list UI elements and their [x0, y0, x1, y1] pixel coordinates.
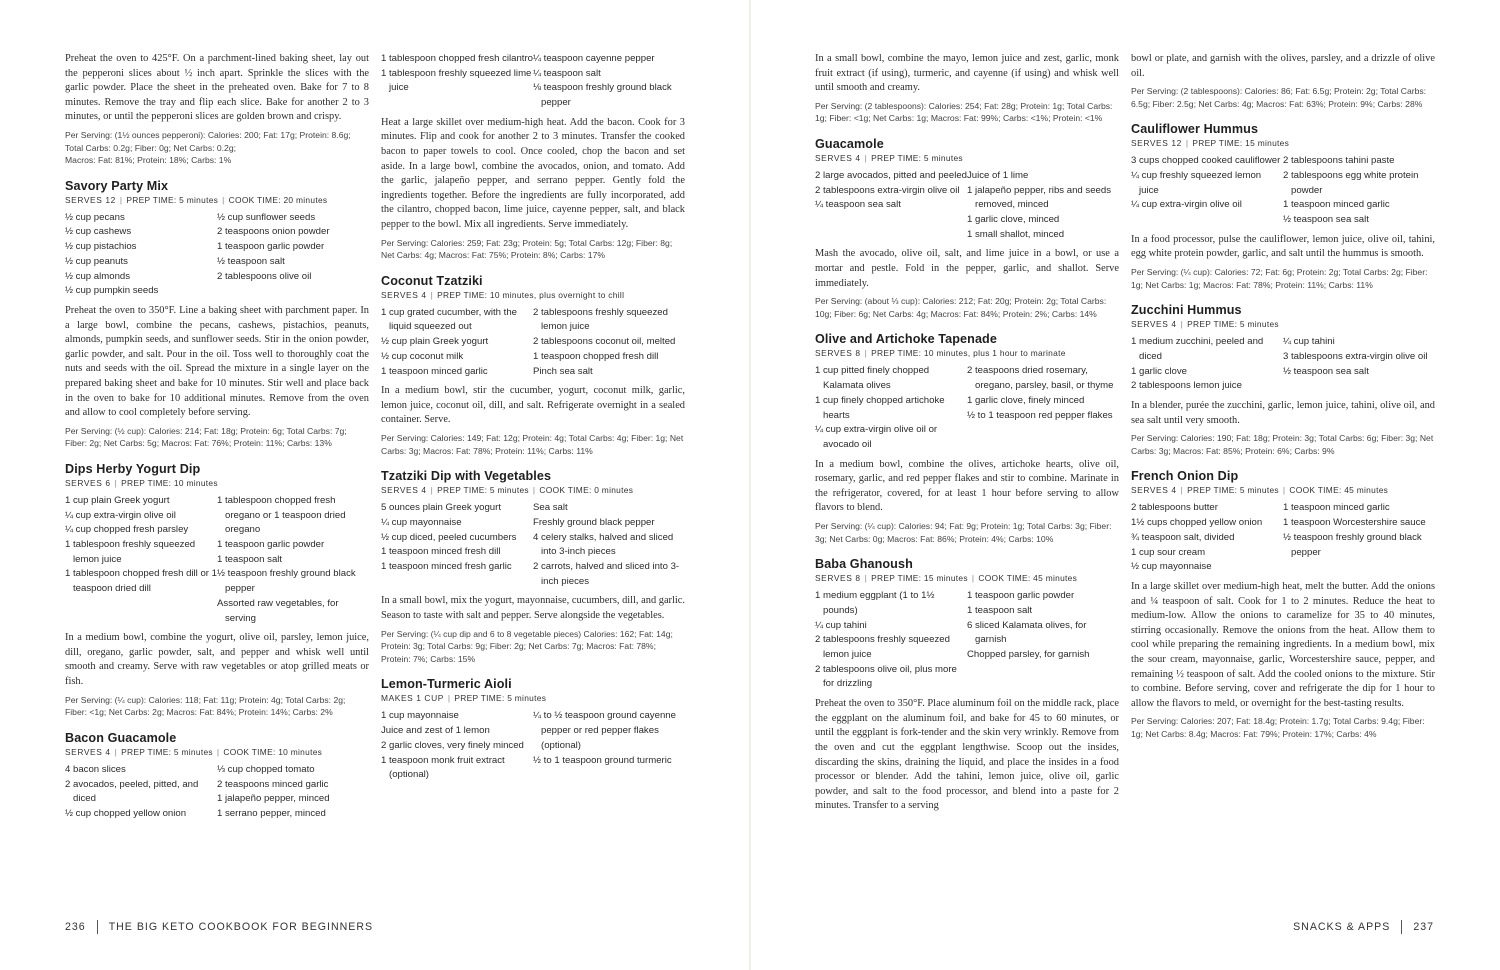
recipe-directions: In a blender, purée the zucchini, garlic, lemon juice, tahini, olive oil, and sea salt until very smooth. — [1131, 400, 1435, 426]
recipe-directions: In a food processor, pulse the cauliflower, lemon juice, olive oil, tahini, egg white protein powder, garlic, and salt until the hummus is smooth. — [1131, 233, 1435, 260]
ingredient-list: 1 cup pitted finely chopped Kalamata olives 1 cup finely chopped artichoke hearts ¼ cup extra-virgin olive oil or avocado oil 2 teaspoons dried rosemary, oregano, parsley, basil, or thyme 1 garlic clove, finely minced ½ to 1 teaspoon red pepper flakes — [815, 365, 1114, 450]
ingredient-list-continued: 1 tablespoon chopped fresh cilantro 1 tablespoon freshly squeezed lime juice ¼ teaspoon cayenne pepper ¼ teaspoon salt ⅛ teaspoon freshly ground black pepper — [381, 53, 672, 109]
ingredient-list: 5 ounces plain Greek yogurt ¼ cup mayonnaise ½ cup diced, peeled cucumbers 1 teaspoon minced fresh dill 1 teaspoon minced fresh garlic Sea salt Freshly ground black pepper 4 celery stalks, halved and sliced into 3-inch pieces 2 carrots, halved and sliced into 3-inch pieces — [381, 502, 680, 587]
recipe-title: Lemon-Turmeric Aioli — [381, 677, 512, 692]
recipe-title: Cauliflower Hummus — [1131, 122, 1259, 137]
recipe-directions: Preheat the oven to 350°F. Line a baking sheet with parchment paper. In a large bowl, combine the pecans, cashews, pistachios, peanuts, almonds, pumpkin seeds, and sunflower seeds. Stir in the onion powder, garlic powder, and salt. Pour in the oil. Toss well to thoroughly coat the nuts and seeds with the oil. Spread the mixture in a single layer on the prepared baking sheet and bake for 10 minutes. Stir well and place back in the oven to bake for 10 additional minutes. Remove from the oven and allow to cool completely before serving. — [65, 304, 369, 419]
recipe-title: Zucchini Hummus — [1131, 303, 1242, 318]
recipe-baba-ghanoush — [815, 557, 1119, 814]
recipe-nutrition: Per Serving: (¼ cup): Calories: 72; Fat: 6g; Protein: 2g; Total Carbs: 2g; Fiber: 1g; Net Carbs: 1g; Macros: Fat: 78%; Protein: 11%; Carbs: 11% — [1131, 267, 1428, 290]
recipe-nutrition: Per Serving: (¼ cup): Calories: 94; Fat: 9g; Protein: 1g; Total Carbs: 3g; Fiber: 3g; Net Carbs: 0g; Macros: Fat: 86%; Protein: 4%; Carbs: 10% — [815, 521, 1112, 544]
recipe-meta: SERVES 12 | PREP TIME: 5 minutes | COOK TIME: 20 minutes — [65, 194, 328, 205]
footer-divider — [97, 920, 98, 934]
recipe-directions: In a small bowl, combine the mayo, lemon juice and zest, garlic, monk fruit extract (if using), turmeric, and cayenne (if using) and whisk well until smooth and creamy. — [815, 53, 1119, 94]
ingredient-list: 2 tablespoons butter 1½ cups chopped yellow onion ¾ teaspoon salt, divided 1 cup sour cream ½ cup mayonnaise 1 teaspoon minced garlic 1 teaspoon Worcestershire sauce ½ teaspoon freshly ground black pepper — [1131, 502, 1426, 573]
running-title: THE BIG KETO COOKBOOK FOR BEGINNERS — [108, 920, 374, 933]
recipe-title: French Onion Dip — [1131, 469, 1239, 484]
recipe-directions: In a small bowl, mix the yogurt, mayonnaise, cucumbers, dill, and garlic. Season to taste with salt and pepper. Serve alongside the vegetables. — [381, 595, 685, 622]
page-gutter — [749, 0, 751, 970]
right-page-footer — [1293, 920, 1434, 934]
recipe-directions: In a medium bowl, combine the olives, artichoke hearts, olive oil, rosemary, garlic, and red pepper flakes and stir to combine. Marinate in the refrigerator, covered, for at least 1 hour before serving to allow flavors to blend. — [815, 458, 1119, 514]
recipe-bacon-guacamole — [65, 731, 369, 822]
recipe-directions: Preheat the oven to 350°F. Place aluminum foil on the middle rack, place the eggplant on the aluminum foil, and bake for 45 to 60 minutes, or until the eggplant is fork-tender and the skin very wrinkly. Remove from the oven and cut the eggplant lengthwise. Scoop out the insides, discarding the skins, draining the liquid, and place the insides in a food processor or blender. Add the tahini, lemon juice, olive oil, garlic powder, and salt to the food processor, and blend into a paste for 2 minutes. Transfer to a serving — [815, 698, 1119, 812]
recipe-directions: Mash the avocado, olive oil, salt, and lime juice in a bowl, or use a mortar and pestle. Fold in the pepper, garlic, and shallot. Serve immediately. — [815, 248, 1119, 289]
recipe-title: Tzatziki Dip with Vegetables — [381, 469, 552, 484]
recipe-nutrition: Per Serving: (2 tablespoons): Calories: 86; Fat: 6.5g; Protein: 2g; Total Carbs: 6.5g; Fiber: 2.5g; Net Carbs: 4g; Macros: Fat: 63%; Protein: 9%; Carbs: 28% — [1131, 86, 1427, 109]
recipe-title: Coconut Tzatziki — [381, 273, 483, 288]
recipe-meta: SERVES 8 | PREP TIME: 10 minutes, plus 1 hour to marinate — [815, 348, 1066, 359]
column-1 — [65, 52, 369, 827]
pepperoni-nutrition: Per Serving: (1½ ounces pepperoni): Calories: 200; Fat: 17g; Protein: 8.6g; Total Carbs: 0.2g; Fiber: 0g; Net Carbs: 0.2g; Macros: Fat: 81%; Protein: 18%; Carbs: 1% — [65, 129, 351, 166]
running-title: SNACKS & APPS — [1293, 920, 1391, 933]
ingredient-list: 3 cups chopped cooked cauliflower ¼ cup freshly squeezed lemon juice ¼ cup extra-virgin olive oil 2 tablespoons tahini paste 2 tablespoons egg white protein powder 1 teaspoon minced garlic ½ teaspoon sea salt — [1131, 155, 1419, 226]
recipe-title: Savory Party Mix — [65, 178, 169, 193]
recipe-coconut-tzatziki — [381, 274, 685, 457]
recipe-directions: In a medium bowl, stir the cucumber, yogurt, coconut milk, garlic, lemon juice, coconut oil, dill, and salt. Refrigerate overnight in a sealed container. Serve. — [381, 385, 685, 426]
recipe-meta: SERVES 12 | PREP TIME: 15 minutes — [1131, 138, 1290, 149]
recipe-tzatziki-dip-with-vegetables — [381, 469, 685, 665]
ingredient-list: 4 bacon slices 2 avocados, peeled, pitted, and diced ½ cup chopped yellow onion ⅓ cup chopped tomato 2 teaspoons minced garlic 1 jalapeño pepper, minced 1 serrano pepper, minced — [65, 763, 330, 819]
recipe-meta: SERVES 4 | PREP TIME: 5 minutes | COOK TIME: 45 minutes — [1131, 485, 1389, 496]
pepperoni-directions: Preheat the oven to 425°F. On a parchment-lined baking sheet, lay out the pepperoni slices about ½ inch apart. Sprinkle the slices with the garlic powder. Place the sheet in the preheated oven. Bake for 7 to 8 minutes. Remove the tray and flip each slice. Bake for another 2 to 3 minutes, or until the pepperoni slices are golden brown and crispy. — [65, 53, 369, 123]
ingredient-list: 2 large avocados, pitted and peeled 2 tablespoons extra-virgin olive oil ¼ teaspoon sea salt Juice of 1 lime 1 jalapeño pepper, ribs and seeds removed, minced 1 garlic clove, minced 1 small shallot, minced — [815, 169, 1112, 240]
recipe-title: Bacon Guacamole — [65, 730, 177, 745]
recipe-meta: SERVES 4 | PREP TIME: 5 minutes — [1131, 319, 1279, 330]
recipe-nutrition: Per Serving: (¼ cup): Calories: 118; Fat: 11g; Protein: 4g; Total Carbs: 2g; Fiber: <1g; Net Carbs: 2g; Macros: Fat: 84%; Protein: 14%; Carbs: 2% — [65, 694, 346, 718]
recipe-meta: SERVES 4 | PREP TIME: 5 minutes — [815, 152, 963, 163]
ingredient-list: 1 cup mayonnaise Juice and zest of 1 lemon 2 garlic cloves, very finely minced 1 teaspoon monk fruit extract (optional) ¼ to ½ teaspoon ground cayenne pepper or red pepper flakes (optional) ½ to 1 teaspoon ground turmeric — [381, 710, 676, 781]
recipe-meta: SERVES 8 | PREP TIME: 15 minutes | COOK TIME: 45 minutes — [815, 573, 1078, 584]
ingredient-list: ½ cup pecans ½ cup cashews ½ cup pistachios ½ cup peanuts ½ cup almonds ½ cup pumpkin seeds ½ cup sunflower seeds 2 teaspoons onion powder 1 teaspoon garlic powder ½ teaspoon salt 2 tablespoons olive oil — [65, 211, 330, 297]
page-number: 237 — [1413, 920, 1434, 933]
recipe-french-onion-dip — [1131, 469, 1435, 740]
recipe-lemon-turmeric-aioli — [381, 677, 685, 783]
recipe-dips-herby-yogurt-dip — [65, 462, 369, 719]
recipe-guacamole — [815, 137, 1119, 320]
recipe-directions: In a large skillet over medium-high heat, melt the butter. Add the onions and ¼ teaspoon of salt. Cook for 1 to 2 minutes. Reduce the heat to medium-low. Allow the onions to caramelize for 35 to 40 minutes, stirring occasionally. Remove the onions from the heat. Allow them to cool while preparing the remaining ingredients. In a medium bowl, mix the sour cream, mayonnaise, garlic, Worcestershire sauce, pepper, and remaining ½ teaspoon of salt. Add the cooled onions to the mixture. Stir to combine. Before serving, cover and refrigerate the dip for 1 hour to allow the flavors to meld, or overnight for the best-tasting results. — [1131, 580, 1435, 709]
left-page-footer — [65, 920, 373, 934]
recipe-zucchini-hummus — [1131, 303, 1435, 457]
recipe-title: Guacamole — [815, 136, 884, 151]
ingredient-list: 1 cup grated cucumber, with the liquid squeezed out ½ cup plain Greek yogurt ½ cup coconut milk 1 teaspoon minced garlic 2 tablespoons freshly squeezed lemon juice 2 tablespoons coconut oil, melted 1 teaspoon chopped fresh dill Pinch sea salt — [381, 306, 676, 377]
recipe-directions: In a medium bowl, combine the yogurt, olive oil, parsley, lemon juice, dill, oregano, garlic powder, salt, and pepper and whisk well until smooth and creamy. Serve with raw vegetables or atop grilled meats or fish. — [65, 632, 369, 688]
ingredient-list: 1 medium eggplant (1 to 1½ pounds) ¼ cup tahini 2 tablespoons freshly squeezed lemon juice 2 tablespoons olive oil, plus more for drizzling 1 teaspoon garlic powder 1 teaspoon salt 6 sliced Kalamata olives, for garnish Chopped parsley, for garnish — [815, 590, 1090, 690]
recipe-nutrition: Per Serving: (2 tablespoons): Calories: 254; Fat: 28g; Protein: 1g; Total Carbs: 1g; Fiber: <1g; Net Carbs: 1g; Macros: Fat: 99%; Carbs: <1%; Protein: <1% — [815, 100, 1113, 124]
recipe-olive-artichoke-tapenade — [815, 332, 1119, 545]
column-2 — [381, 52, 685, 788]
column-3 — [815, 52, 1119, 818]
footer-divider — [1401, 920, 1402, 934]
recipe-nutrition: Per Serving: Calories: 259; Fat: 23g; Protein: 5g; Total Carbs: 12g; Fiber: 8g; Net Carbs: 4g; Macros: Fat: 75%; Protein: 8%; Carbs: 17% — [381, 237, 673, 261]
recipe-nutrition: Per Serving: (½ cup): Calories: 214; Fat: 18g; Protein: 6g; Total Carbs: 7g; Fiber: 2g; Net Carbs: 5g; Macros: Fat: 76%; Protein: 11%; Carbs: 13% — [65, 425, 347, 449]
recipe-meta: SERVES 6 | PREP TIME: 10 minutes — [65, 477, 218, 488]
recipe-nutrition: Per Serving: (¼ cup dip and 6 to 8 vegetable pieces) Calories: 162; Fat: 14g; Protein: 3g; Total Carbs: 9g; Fiber: 2g; Net Carbs: 7g; Macros: Fat: 78%; Protein: 7%; Carbs: 15% — [381, 628, 673, 664]
recipe-meta: SERVES 4 | PREP TIME: 10 minutes, plus overnight to chill — [381, 289, 625, 300]
ingredient-list: 1 medium zucchini, peeled and diced 1 garlic clove 2 tablespoons lemon juice ¼ cup tahini 3 tablespoons extra-virgin olive oil ½ teaspoon sea salt — [1131, 336, 1428, 392]
recipe-directions: Heat a large skillet over medium-high heat. Add the bacon. Cook for 3 minutes. Flip and cook for another 2 to 3 minutes. Transfer the cooked bacon to paper towels to cool. Once cooled, chop the bacon and set aside. In a large bowl, combine the avocados, onion, and tomato. Add the garlic, jalapeño pepper, and serrano pepper. Gently fold the ingredients together. Before the ingredients are fully incorporated, add the cilantro, chopped bacon, lime juice, cayenne pepper, salt, and black pepper to the bowl. Mix all ingredients. Serve immediately. — [381, 116, 685, 230]
recipe-nutrition: Per Serving: Calories: 190; Fat: 18g; Protein: 3g; Total Carbs: 6g; Fiber: 3g; Net Carbs: 3g; Macros: Fat: 85%; Protein: 6%; Carbs: 9% — [1131, 433, 1434, 456]
recipe-nutrition: Per Serving: (about ⅓ cup): Calories: 212; Fat: 20g; Protein: 2g; Total Carbs: 10g; Fiber: 6g; Net Carbs: 4g; Macros: Fat: 84%; Protein: 2%; Carbs: 14% — [815, 296, 1107, 319]
recipe-meta: SERVES 4 | PREP TIME: 5 minutes | COOK TIME: 10 minutes — [65, 746, 323, 757]
page-number: 236 — [65, 920, 86, 933]
recipe-nutrition: Per Serving: Calories: 207; Fat: 18.4g; Protein: 1.7g; Total Carbs: 9.4g; Fiber: 1g; Net Carbs: 8.4g; Macros: Fat: 79%; Protein: 17%; Carbs: 4% — [1131, 716, 1425, 739]
recipe-savory-party-mix — [65, 179, 369, 450]
ingredient-list: 1 cup plain Greek yogurt ¼ cup extra-virgin olive oil ¼ cup chopped fresh parsley 1 tablespoon freshly squeezed lemon juice 1 tablespoon chopped fresh dill or 1 teaspoon dried dill 1 tablespoon chopped fresh oregano or 1 teaspoon dried oregano 1 teaspoon garlic powder 1 teaspoon salt ½ teaspoon freshly ground black pepper Assorted raw vegetables, for serving — [65, 494, 356, 624]
recipe-title: Dips Herby Yogurt Dip — [65, 461, 201, 476]
recipe-directions-continued: bowl or plate, and garnish with the olives, parsley, and a drizzle of olive oil. — [1131, 53, 1435, 79]
recipe-cauliflower-hummus — [1131, 122, 1435, 291]
recipe-nutrition: Per Serving: Calories: 149; Fat: 12g; Protein: 4g; Total Carbs: 4g; Fiber: 1g; Net Carbs: 3g; Macros: Fat: 78%; Protein: 11%; Carbs: 11% — [381, 433, 684, 456]
recipe-meta: SERVES 4 | PREP TIME: 5 minutes | COOK TIME: 0 minutes — [381, 485, 634, 496]
column-4 — [1131, 52, 1435, 753]
recipe-title: Olive and Artichoke Tapenade — [815, 332, 997, 347]
recipe-title: Baba Ghanoush — [815, 557, 913, 572]
recipe-meta: MAKES 1 CUP | PREP TIME: 5 minutes — [381, 693, 547, 704]
